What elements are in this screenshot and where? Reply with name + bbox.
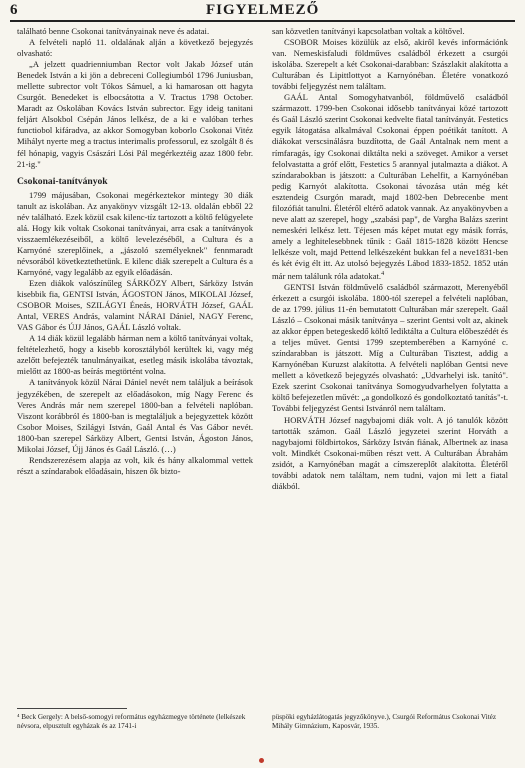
page-header (10, 2, 515, 20)
paragraph: A 14 diák közül legalább hárman nem a költő tanítványai voltak, feltételezhető, hogy a kisebb korosztályból kerültek ki, vagy még azelőtt befejezték tanulmányaikat, esetleg másik iskolába távoztak, mielőtt az 1800-as beírás megtörtént volna. (17, 333, 253, 377)
paragraph: A felvételi napló 11. oldalának alján a következő bejegyzés olvasható: (17, 37, 253, 59)
paragraph: A tanítványok közül Nárai Dániel nevét nem találjuk a beírások jegyzékében, de szerepelt az előadásokon, míg Nagy Ferenc és Veres András már nem szerepel 1800-ban a felvételi naplóban. Viszont korábbról és 1800-ban is megtaláljuk a bejegyzettek között Csobor Moises, Szilágyi István, Gaál Antal és Vas Gábor nevét. 1800-ban szerepel Sárközy Albert, Gentsi István, Ágoston János, Mikolai József, Újj János és Gaál László. (…) (17, 377, 253, 454)
page-mark-dot (259, 758, 264, 763)
right-column (272, 26, 508, 492)
header-rule (10, 20, 515, 22)
paragraph: CSOBOR Moises közülük az első, akiről kevés információnk van. Nemeskisfaludi földműves családból érkezett a csurgói iskolába. Szerepelt a két Csokonai-darabban: Szászlakit alakította a Culturában és Lipittlottyot a Karnyónéban. Életére vonatkozó további feljegyzést nem találtam. (272, 37, 508, 92)
paragraph: GENTSI István földművelő családból származott, Merenyéből érkezett a csurgói iskolába. 1800-tól szerepel a felvételi naplóban, de az 1799. július 11-én bemutatott Culturában már szerepelt. Gaál László – Csokonai másik tanítványa – szerint Gentsi volt az, akinek az akkor éppen betegeskedő költő lediktálta a Cultura előbeszédét és a teljes művet. Gentsi 1799 szeptemberében a Karnyóné c. színdarabban is játszott. Míg a Culturában Tisztest, addig a Karnyónéban Kuruzst alakította. A felvételi naplóban Gentsi neve mellett a következő bejegyzés olvasható: „Udvarhelyi isk. tanító". Ezek szerint Csokonai tanítványa Somogyudvarhelyen folytatta a költő befejezetlen művét: „a gondolkozó és gondolkoztató tanítás"-t. További feljegyzést Gentsi Istvánról nem találtam. (272, 281, 508, 414)
paragraph: 1799 májusában, Csokonai megérkeztekor mintegy 30 diák tanult az iskolában. Az anyakönyv vizsgált 12-13. oldalán ebből 22 név található. Ezek közül csak kilenc-tíz tartozott a költő felügyelete alá. Hogy kik voltak Csokonai tanítványai, arra csak a tanítványok visszaemlékezéseiből, a költő levelezéséből, a Cultura és a Karnyóné szereplőinek, a „jászoló személyeknek" fennmaradt névsorából következtethetünk. E kilenc diák szerepelt a Cultura és a Karnyóné, vagy legalább az egyik előadásán. (17, 189, 253, 277)
quotation: „A jelzett quadrienniumban Rector volt Jakab József után Benedek István a ki jön a debreceni Collegiumból 1796 Juniusban, mellette subrector volt Tókos Sámuel, a ki hamarosan ott hagyta Csurgót. Benedeket is elbocsátotta a V. Tractus 1798 October. Maradt az Oskolában Kovács István subrector. Egy ideig tanitani feljárt Alsokbol Csépán János lelkész, de a ki e valóban terhes functiobol kifáradva, az akkor Somogyban koborlo Csokonai Vitéz Mihályt nyerte meg a tractus interimalis professorul, ez szolgált 8 és fél hónapig, vagyis Császári Lósi Pál megérkeztéig azaz 1800 febr. 21-ig." (17, 59, 253, 169)
left-column (17, 26, 253, 477)
paragraph: található benne Csokonai tanítványainak neve és adatai. (17, 26, 210, 36)
paragraph: san közvetlen tanítványi kapcsolatban voltak a költővel. (272, 26, 465, 36)
section-heading: Csokonai-tanítványok (17, 175, 108, 187)
page-number: 6 (10, 2, 18, 18)
paragraph: Ezen diákok valószínűleg SÁRKÖZY Albert, Sárközy István kisebbik fia, GENTSI István, ÁGOSTON János, MIKOLAI József, CSOBOR Moises, SZILÁGYI Éneás, HORVÁTH József, GAÁL Antal, VERES András, valamint NÁRAI Dániel, NAGY Ferenc, VAS Gábor és ÚJJ János, GAÁL László voltak. (17, 278, 253, 333)
footnote-left: ⁴ Beck Gergely: A belső-somogyi református egyházmegye története (lelkészek névsora, elpusztult egyházak és az 1741-i (17, 713, 246, 730)
paragraph-text: GAÁL Antal Somogyhatvanból, földművelő családból származott. 1799-ben Csokonai idősebb tanítványai közé tartozott és Gaál László szerint Csokonai kedvelte fiatal tanítványát. Festetics egyik látogatása alkalmával Csokonai éppen poétikát tanított. A diákokat verscsinálásra buzdította, de Gaál Antalnak nem ment a rímfaragás, így Csokonai diktálta neki a szöveget. Amikor a verset felolvastatta a gróf előtt, Festetics 5 arannyal jutalmazta a diákot. A színdarabokban is játszott: a Culturában Lehelfit, a Karnyónéban pedig Karnyót alakította. Csokonai távozása után még két esztendeig Csurgón maradt, majd 1802-ben Debrecenbe ment filozófiát tanulni. Életéről eltérő adatok vannak. Az anyakönyvben a neve alatt az szerepel, hogy „szabási pap", de Vargha Balázs szerint nemeskéri lelkész lett. Téjesen más képet mutat egy másik forrás, amely a leghitelesebbnek tűnik : Gaál 1815-1828 között Hencse lelkésze volt, majd Pettend lelkészeként bukkan fel a neve1831-ben és két évig élt itt. Az utolsó bejegyzés Lábod 1833-1852. 1852 után már nem találunk róla adatokat. (272, 92, 509, 281)
footnote-ref: 4 (381, 271, 385, 278)
paragraph: Rendszerezésem alapja az volt, kik és hány alkalommal vettek részt a színdarabok előadásain, hiszen ők bizto- (17, 454, 253, 476)
paragraph (272, 92, 508, 282)
magazine-title: FIGYELMEZŐ (206, 2, 320, 18)
footnote-rule (17, 708, 127, 709)
footnote-right: püspöki egyházlátogatás jegyzőkönyve.), Csurgói Református Csokonai Vitéz Mihály Gimnázium, Kaposvár, 1935. (272, 713, 497, 730)
paragraph: HORVÁTH József nagybajomi diák volt. A jó tanulók között tartották számon. Gaál László jegyzetei szerint Horváth a nagybajomi földbirtokos, Sárközy István fiának, Albertnek az inasa volt. Mindkét Csokonai-műben részt vett. A Culturában Ábrahám zsidót, a Karnyónéban magát a címszereplőt alakította. Életéről további adatok nem találtam, nem tudni, vajon mi lett a fiatal diákból. (272, 414, 508, 491)
